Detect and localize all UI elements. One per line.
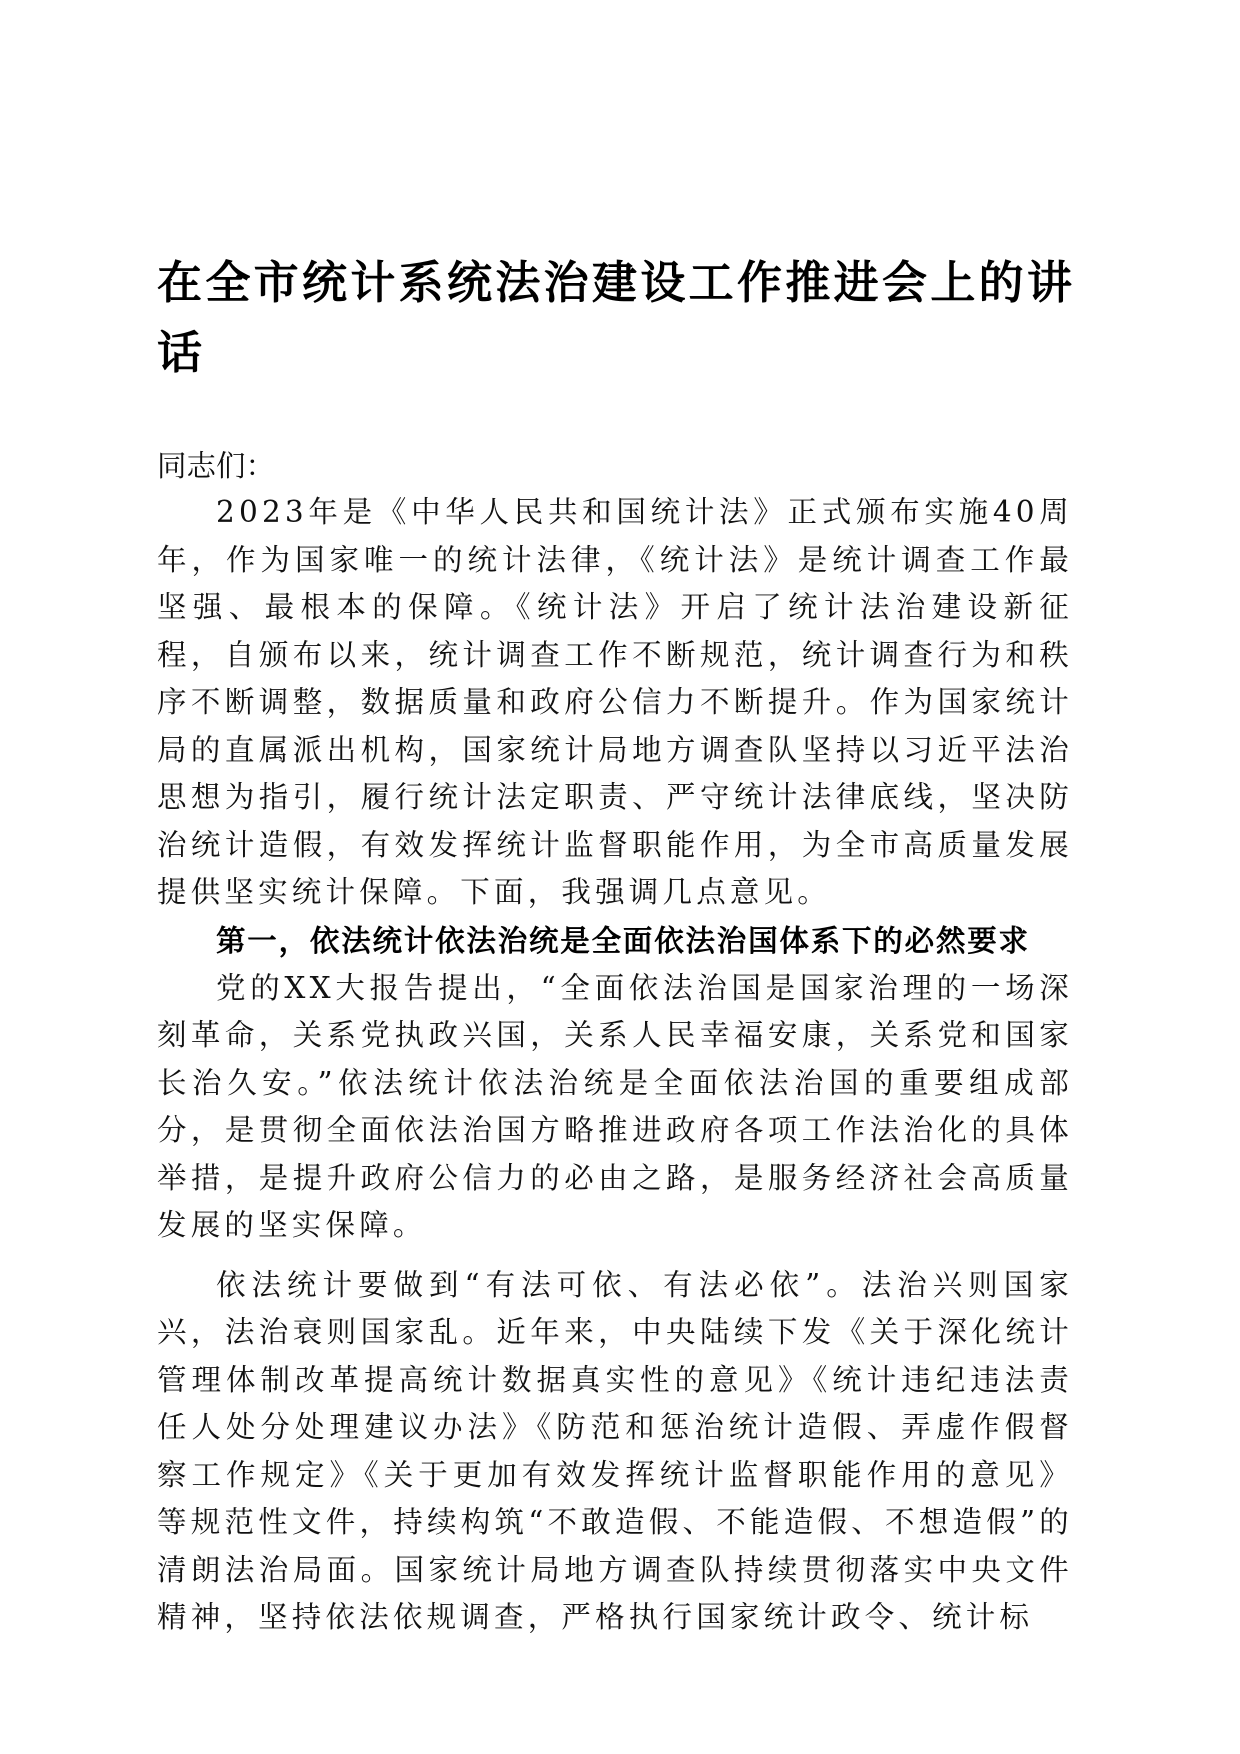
paragraph-intro: 2023年是《中华人民共和国统计法》正式颁布实施40周年，作为国家唯一的统计法律，《统计法》是统计调查工作最坚强、最根本的保障。《统计法》开启了统计法治建设新征程，自颁布以来，统计调查工作不断规范，统计调查行为和秩序不断调整，数据质量和政府公信力不断提升。作为国家统计局的直属派出机构，国家统计局地方调查队坚持以习近平法治思想为指引，履行统计法定职责、严守统计法律底线，坚决防治统计造假，有效发挥统计监督职能作用，为全市高质量发展提供坚实统计保障。下面，我强调几点意见。 bbox=[157, 495, 1073, 909]
section-heading-1: 第一，依法统计依法治统是全面依法治国体系下的必然要求 bbox=[216, 923, 1030, 958]
salutation: 同志们： bbox=[157, 449, 276, 483]
paragraph-section-1-a: 党的XX大报告提出，“全面依法治国是国家治理的一场深刻革命，关系党执政兴国，关系人民幸福安康，关系党和国家长治久安。”依法统计依法治统是全面依法治国的重要组成部分，是贯彻全面依法治国方略推进政府各项工作法治化的具体举措，是提升政府公信力的必由之路，是服务经济社会高质量发展的坚实保障。 bbox=[157, 970, 1073, 1242]
paragraph-section-1-b: 依法统计要做到“有法可依、有法必依”。法治兴则国家兴，法治衰则国家乱。近年来，中央陆续下发《关于深化统计管理体制改革提高统计数据真实性的意见》《统计违纪违法责任人处分处理建议办法》《防范和惩治统计造假、弄虚作假督察工作规定》《关于更加有效发挥统计监督职能作用的意见》等规范性文件，持续构筑“不敢造假、不能造假、不想造假”的清朗法治局面。国家统计局地方调查队持续贯彻落实中央文件精神，坚持依法依规调查，严格执行国家统计政令、统计标 bbox=[157, 1267, 1073, 1634]
document-title: 在全市统计系统法治建设工作推进会上的讲话 bbox=[157, 256, 1073, 379]
document-body bbox=[157, 248, 1073, 1642]
